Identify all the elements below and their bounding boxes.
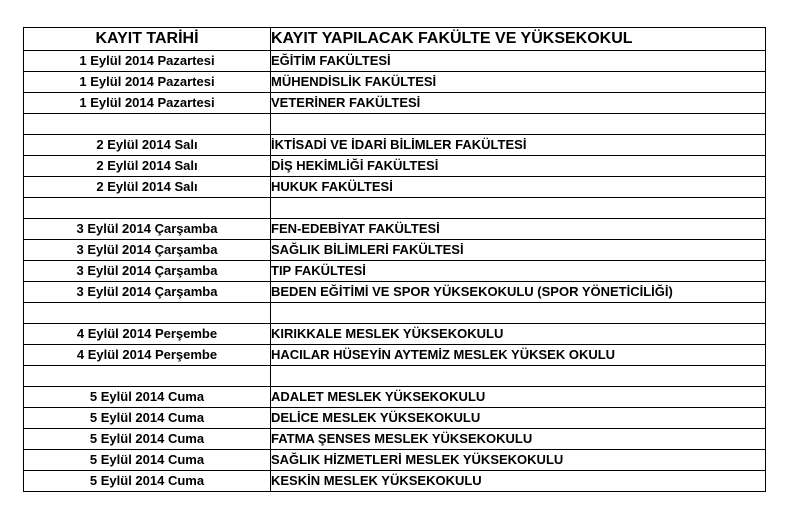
registration-schedule-table <box>23 27 766 492</box>
table-row <box>24 198 766 219</box>
faculty-name-cell <box>271 366 766 387</box>
table-body <box>24 51 766 492</box>
table-row <box>24 366 766 387</box>
faculty-name-cell: HUKUK FAKÜLTESİ <box>271 177 766 198</box>
table-row <box>24 324 766 345</box>
table-row <box>24 240 766 261</box>
table-row <box>24 450 766 471</box>
table-row <box>24 177 766 198</box>
registration-date-cell: 1 Eylül 2014 Pazartesi <box>24 72 271 93</box>
faculty-name-cell: KIRIKKALE MESLEK YÜKSEKOKULU <box>271 324 766 345</box>
registration-date-cell: 5 Eylül 2014 Cuma <box>24 387 271 408</box>
column-header-date: KAYIT TARİHİ <box>24 28 271 51</box>
faculty-name-cell: ADALET MESLEK YÜKSEKOKULU <box>271 387 766 408</box>
table-header-row <box>24 28 766 51</box>
registration-date-cell <box>24 198 271 219</box>
registration-date-cell <box>24 303 271 324</box>
column-header-faculty: KAYIT YAPILACAK FAKÜLTE VE YÜKSEKOKUL <box>271 28 766 51</box>
table-row <box>24 219 766 240</box>
faculty-name-cell: VETERİNER FAKÜLTESİ <box>271 93 766 114</box>
table-row <box>24 156 766 177</box>
faculty-name-cell <box>271 198 766 219</box>
table-row <box>24 387 766 408</box>
registration-date-cell: 5 Eylül 2014 Cuma <box>24 450 271 471</box>
table-row <box>24 51 766 72</box>
faculty-name-cell: KESKİN MESLEK YÜKSEKOKULU <box>271 471 766 492</box>
faculty-name-cell <box>271 114 766 135</box>
faculty-name-cell: İKTİSADİ VE İDARİ BİLİMLER FAKÜLTESİ <box>271 135 766 156</box>
table-row <box>24 429 766 450</box>
table-row <box>24 471 766 492</box>
faculty-name-cell: SAĞLIK HİZMETLERİ MESLEK YÜKSEKOKULU <box>271 450 766 471</box>
table-row <box>24 303 766 324</box>
registration-date-cell: 3 Eylül 2014 Çarşamba <box>24 219 271 240</box>
registration-date-cell: 3 Eylül 2014 Çarşamba <box>24 240 271 261</box>
faculty-name-cell: SAĞLIK BİLİMLERİ FAKÜLTESİ <box>271 240 766 261</box>
table-row <box>24 345 766 366</box>
faculty-name-cell: BEDEN EĞİTİMİ VE SPOR YÜKSEKOKULU (SPOR YÖNETİCİLİĞİ) <box>271 282 766 303</box>
faculty-name-cell: FEN-EDEBİYAT FAKÜLTESİ <box>271 219 766 240</box>
registration-date-cell: 5 Eylül 2014 Cuma <box>24 471 271 492</box>
faculty-name-cell: TIP FAKÜLTESİ <box>271 261 766 282</box>
registration-date-cell <box>24 114 271 135</box>
registration-date-cell <box>24 366 271 387</box>
faculty-name-cell: EĞİTİM FAKÜLTESİ <box>271 51 766 72</box>
faculty-name-cell: MÜHENDİSLİK FAKÜLTESİ <box>271 72 766 93</box>
registration-date-cell: 5 Eylül 2014 Cuma <box>24 408 271 429</box>
registration-date-cell: 1 Eylül 2014 Pazartesi <box>24 93 271 114</box>
registration-date-cell: 4 Eylül 2014 Perşembe <box>24 345 271 366</box>
registration-date-cell: 1 Eylül 2014 Pazartesi <box>24 51 271 72</box>
table-row <box>24 282 766 303</box>
table-row <box>24 135 766 156</box>
table-row <box>24 408 766 429</box>
registration-date-cell: 4 Eylül 2014 Perşembe <box>24 324 271 345</box>
registration-date-cell: 2 Eylül 2014 Salı <box>24 177 271 198</box>
registration-date-cell: 2 Eylül 2014 Salı <box>24 156 271 177</box>
faculty-name-cell <box>271 303 766 324</box>
faculty-name-cell: DİŞ HEKİMLİĞİ FAKÜLTESİ <box>271 156 766 177</box>
registration-date-cell: 5 Eylül 2014 Cuma <box>24 429 271 450</box>
faculty-name-cell: FATMA ŞENSES MESLEK YÜKSEKOKULU <box>271 429 766 450</box>
table-row <box>24 72 766 93</box>
table-row <box>24 261 766 282</box>
table-row <box>24 114 766 135</box>
table-row <box>24 93 766 114</box>
faculty-name-cell: HACILAR HÜSEYİN AYTEMİZ MESLEK YÜKSEK OKULU <box>271 345 766 366</box>
registration-date-cell: 2 Eylül 2014 Salı <box>24 135 271 156</box>
registration-date-cell: 3 Eylül 2014 Çarşamba <box>24 261 271 282</box>
faculty-name-cell: DELİCE MESLEK YÜKSEKOKULU <box>271 408 766 429</box>
registration-date-cell: 3 Eylül 2014 Çarşamba <box>24 282 271 303</box>
